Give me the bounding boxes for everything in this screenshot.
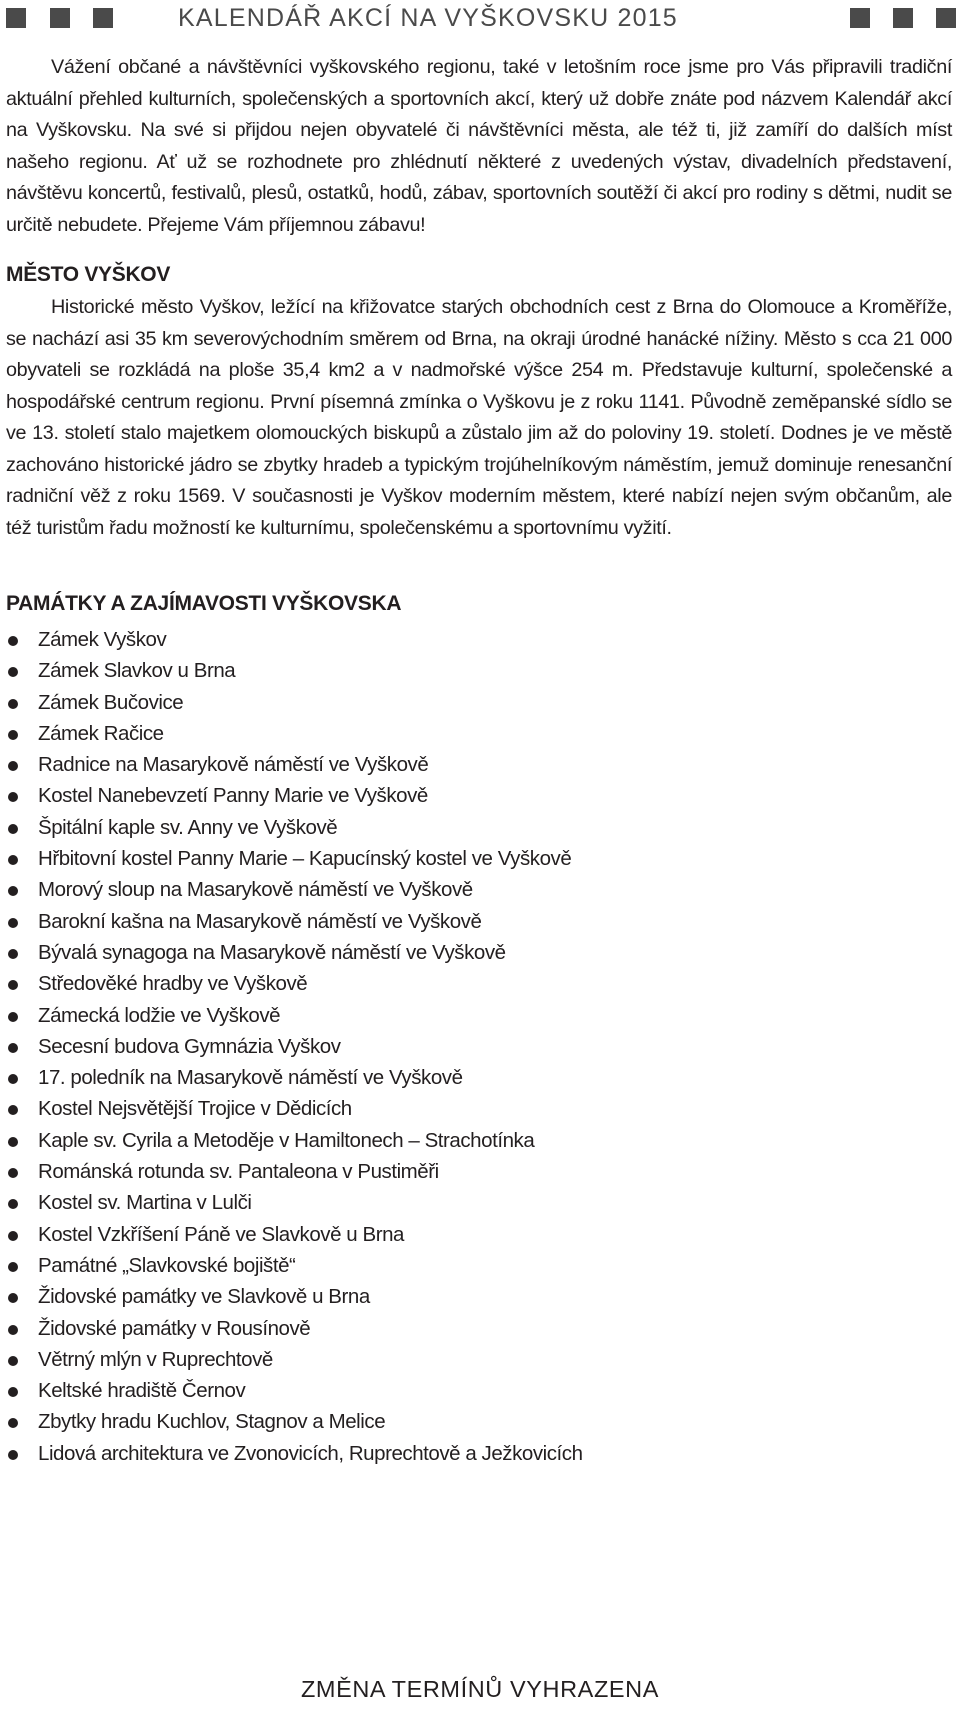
bullet-icon [8, 1168, 18, 1178]
list-item [6, 749, 952, 780]
bullet-icon [8, 1199, 18, 1209]
list-item-label: Větrný mlýn v Ruprechtově [38, 1347, 273, 1371]
bullet-icon [8, 792, 18, 802]
list-item-label: Zámek Slavkov u Brna [38, 659, 236, 683]
decorative-square-icon [893, 8, 913, 28]
list-item-label: Památné „Slavkovské bojiště“ [38, 1253, 296, 1277]
page-title: KALENDÁŘ AKCÍ NA VYŠKOVSKU 2015 [178, 4, 678, 32]
list-item [6, 1000, 952, 1031]
decorative-square-icon [50, 8, 70, 28]
decorative-square-icon [936, 8, 956, 28]
bullet-icon [8, 1074, 18, 1084]
list-item [6, 1250, 952, 1281]
list-item-label: Hřbitovní kostel Panny Marie – Kapucínský kostel ve Vyškově [38, 847, 572, 871]
bullet-icon [8, 824, 18, 834]
bullet-icon [8, 1137, 18, 1147]
bullet-icon [8, 761, 18, 771]
list-item [6, 874, 952, 905]
decorative-square-icon [93, 8, 113, 28]
bullet-icon [8, 636, 18, 646]
list-item [6, 1438, 952, 1469]
list-item-label: Zámek Bučovice [38, 690, 184, 714]
page-header [0, 0, 960, 40]
list-item [6, 1344, 952, 1375]
list-item-label: Kostel Nanebevzetí Panny Marie ve Vyškově [38, 784, 428, 808]
list-item-label: Špitální kaple sv. Anny ve Vyškově [38, 815, 338, 839]
bullet-icon [8, 918, 18, 928]
list-item-label: Židovské památky v Rousínově [38, 1316, 311, 1340]
list-item [6, 1125, 952, 1156]
bullet-icon [8, 1450, 18, 1460]
list-item [6, 906, 952, 937]
list-item [6, 1375, 952, 1406]
list-item-label: Lidová architektura ve Zvonovicích, Ruprechtově a Ježkovicích [38, 1441, 583, 1465]
decorative-square-icon [6, 8, 26, 28]
bullet-icon [8, 1105, 18, 1115]
list-item-label: Morový sloup na Masarykově náměstí ve Vyškově [38, 878, 473, 902]
section-heading-mesto: MĚSTO VYŠKOV [6, 263, 171, 286]
list-item-label: Židovské památky ve Slavkově u Brna [38, 1285, 370, 1309]
list-item [6, 812, 952, 843]
bullet-icon [8, 699, 18, 709]
decorative-square-icon [850, 8, 870, 28]
list-item-label: Radnice na Masarykově náměstí ve Vyškově [38, 753, 429, 777]
list-item-label: Kaple sv. Cyrila a Metoděje v Hamiltonech – Strachotínka [38, 1128, 535, 1152]
list-item [6, 1406, 952, 1437]
bullet-icon [8, 855, 18, 865]
list-item [6, 1313, 952, 1344]
intro-paragraph: Vážení občané a návštěvníci vyškovského regionu, také v letošním roce jsme pro Vás připravili tradiční aktuální přehled kulturních, společenských a sportovních akcí, který už dobře znáte pod názvem Kalendář akcí na Vyškovsku. Na své si přijdou nejen obyvatelé či návštěvníci města, ale též ti, již zamíří do dalších míst našeho regionu. Ať už se rozhodnete pro zhlédnutí některé z uvedených výstav, divadelních představení, návštěvu koncertů, festivalů, plesů, ostatků, hodů, zábav, sportovních soutěží či akcí pro rodiny s dětmi, nudit se určitě nebudete. Přejeme Vám příjemnou zábavu! [6, 56, 952, 236]
bullet-icon [8, 1293, 18, 1303]
list-item-label: Kostel Vzkříšení Páně ve Slavkově u Brna [38, 1222, 405, 1246]
list-item [6, 687, 952, 718]
bullet-icon [8, 1012, 18, 1022]
list-item-label: Románská rotunda sv. Pantaleona v Pustiměři [38, 1160, 439, 1184]
bullet-icon [8, 1262, 18, 1272]
bullet-icon [8, 1418, 18, 1428]
list-item [6, 843, 952, 874]
mesto-paragraph: Historické město Vyškov, ležící na křižovatce starých obchodních cest z Brna do Olomouce a Kroměříže, se nachází asi 35 km severovýchodním směrem od Brna, na okraji úrodné hanácké nížiny. Město s cca 21 000 obyvateli se rozkládá na ploše 35,4 km2 a v nadmořské výšce 254 m. Představuje kulturní, společenské a hospodářské centrum regionu. První písemná zmínka o Vyškovu je z roku 1141. Původně zeměpanské sídlo se ve 13. století stalo majetkem olomouckých biskupů a zůstalo jim až do poloviny 19. století. Dodnes je ve městě zachováno historické jádro se zbytky hradeb a typickým trojúhelníkovým náměstím, jemuž dominuje renesanční radniční věž z roku 1569. V současnosti je Vyškov moderním městem, které nabízí nejen svým občanům, ale též turistům řadu možností ke kulturnímu, společenskému a sportovnímu vyžití. [6, 296, 952, 539]
list-item [6, 718, 952, 749]
list-item [6, 1156, 952, 1187]
list-item [6, 624, 952, 655]
list-item-label: Barokní kašna na Masarykově náměstí ve Vyškově [38, 909, 482, 933]
section-heading-pamatky: PAMÁTKY A ZAJÍMAVOSTI VYŠKOVSKA [6, 592, 402, 615]
footer-note: ZMĚNA TERMÍNŮ VYHRAZENA [300, 1676, 660, 1702]
bullet-icon [8, 730, 18, 740]
bullet-icon [8, 1356, 18, 1366]
list-item-label: Kostel sv. Martina v Lulči [38, 1191, 252, 1215]
list-item-label: Středověké hradby ve Vyškově [38, 972, 308, 996]
bullet-icon [8, 667, 18, 677]
list-item-label: 17. poledník na Masarykově náměstí ve Vyškově [38, 1066, 463, 1090]
list-item-label: Bývalá synagoga na Masarykově náměstí ve Vyškově [38, 940, 506, 964]
page-content [6, 52, 952, 1469]
list-item [6, 968, 952, 999]
list-item-label: Zámek Račice [38, 721, 164, 745]
list-item [6, 1031, 952, 1062]
bullet-icon [8, 980, 18, 990]
list-item [6, 1093, 952, 1124]
bullet-icon [8, 949, 18, 959]
list-item-label: Zámek Vyškov [38, 628, 167, 651]
bullet-icon [8, 1231, 18, 1241]
list-item [6, 937, 952, 968]
list-item [6, 1187, 952, 1218]
list-item [6, 780, 952, 811]
list-item-label: Keltské hradiště Černov [38, 1379, 246, 1403]
list-item-label: Zámecká lodžie ve Vyškově [38, 1003, 281, 1027]
list-item [6, 1062, 952, 1093]
bullet-icon [8, 886, 18, 896]
list-item-label: Secesní budova Gymnázia Vyškov [38, 1034, 341, 1058]
bullet-icon [8, 1387, 18, 1397]
list-item-label: Zbytky hradu Kuchlov, Stagnov a Melice [38, 1410, 386, 1434]
list-item [6, 1219, 952, 1250]
list-item [6, 1281, 952, 1312]
bullet-icon [8, 1043, 18, 1053]
list-item-label: Kostel Nejsvětější Trojice v Dědicích [38, 1097, 352, 1121]
list-item [6, 655, 952, 686]
sights-list [6, 624, 952, 1469]
bullet-icon [8, 1325, 18, 1335]
